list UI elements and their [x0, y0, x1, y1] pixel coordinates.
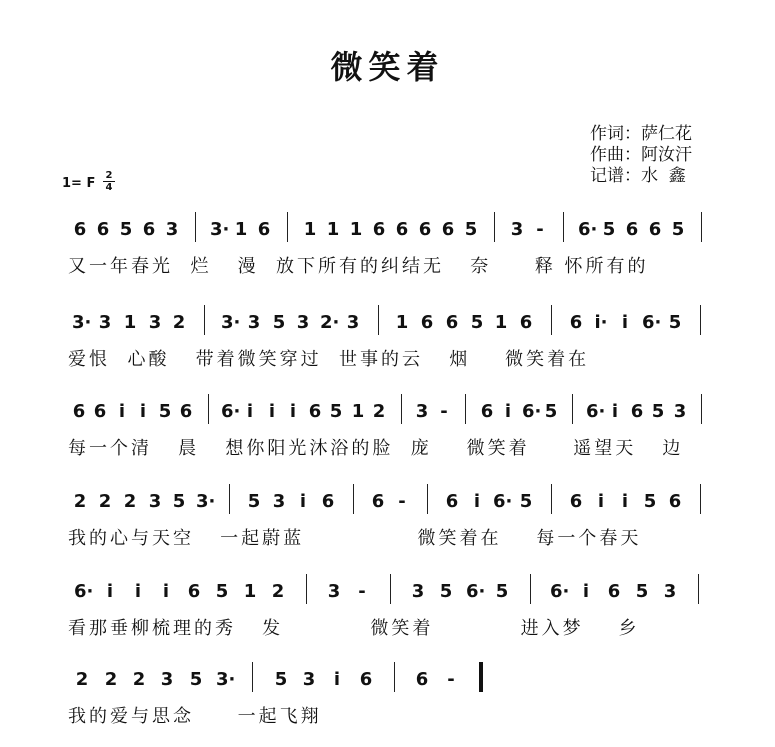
notes-row-4	[0, 484, 775, 518]
barline	[394, 662, 395, 692]
barline	[427, 484, 428, 514]
note: 6	[96, 219, 110, 240]
note: 3	[98, 312, 112, 333]
note: 3	[673, 401, 687, 422]
note: 6	[420, 312, 434, 333]
time-signature-numerator: 2	[103, 170, 115, 182]
note: 6	[395, 219, 409, 240]
note: 6	[445, 312, 459, 333]
sustain-dash: -	[447, 669, 455, 690]
note: 2	[123, 491, 137, 512]
note: 5	[329, 401, 343, 422]
note: 2	[104, 669, 118, 690]
notes-row-5	[0, 574, 775, 608]
notes-row-1	[0, 212, 775, 246]
note: 1	[243, 581, 257, 602]
barline	[306, 574, 307, 604]
note: 3	[160, 669, 174, 690]
barline	[530, 574, 531, 604]
note: 3	[148, 491, 162, 512]
note: 6·	[522, 401, 542, 422]
barline	[701, 212, 702, 242]
note: 6	[625, 219, 639, 240]
note: 5	[119, 219, 133, 240]
note: i	[621, 491, 629, 512]
lyrics-row-1: 又一年春光 烂 漫 放下所有的纠结无 奈 释 怀所有的	[68, 256, 649, 277]
note: 6	[648, 219, 662, 240]
song-title: 微笑着	[330, 48, 445, 86]
barline	[378, 305, 379, 335]
note: 5	[189, 669, 203, 690]
note: 5	[274, 669, 288, 690]
note: 1	[395, 312, 409, 333]
barline	[401, 394, 402, 424]
notation-credit: 记谱：水 鑫	[590, 166, 686, 186]
barline	[353, 484, 354, 514]
note: i	[333, 669, 341, 690]
note: 6	[142, 219, 156, 240]
note: 6·	[586, 401, 606, 422]
note: 6	[321, 491, 335, 512]
note: 1	[234, 219, 248, 240]
note: 6	[371, 491, 385, 512]
lyrics-row-6: 我的爱与思念 一起飞翔	[68, 706, 322, 727]
credits-block	[590, 124, 692, 187]
note: 2	[172, 312, 186, 333]
note: i	[582, 581, 590, 602]
note: 5	[439, 581, 453, 602]
notes-row-3	[0, 394, 775, 428]
note: 5	[172, 491, 186, 512]
barline	[465, 394, 466, 424]
note: 6·	[578, 219, 598, 240]
lyrics-row-2: 爱恨 心酸 带着微笑穿过 世事的云 烟 微笑着在	[68, 349, 590, 370]
note: 5	[272, 312, 286, 333]
note: 6	[359, 669, 373, 690]
note: 3	[272, 491, 286, 512]
note: i	[139, 401, 147, 422]
note: 2	[271, 581, 285, 602]
note: 6	[445, 491, 459, 512]
sustain-dash: -	[440, 401, 448, 422]
barline	[252, 662, 253, 692]
note: 1	[494, 312, 508, 333]
note: 5	[247, 491, 261, 512]
note: 3	[327, 581, 341, 602]
note: 6·	[466, 581, 486, 602]
note: 2	[75, 669, 89, 690]
sustain-dash: -	[536, 219, 544, 240]
barline	[229, 484, 230, 514]
note: 5	[602, 219, 616, 240]
notes-row-2	[0, 305, 775, 339]
note: 3·	[221, 312, 241, 333]
note: i	[134, 581, 142, 602]
lyrics-row-5: 看那垂柳梳理的秀 发 微笑着 进入梦 乡	[68, 618, 640, 639]
note: 6·	[221, 401, 241, 422]
sustain-dash: -	[398, 491, 406, 512]
note: 3·	[216, 669, 236, 690]
barline	[208, 394, 209, 424]
note: i	[299, 491, 307, 512]
note: 5	[544, 401, 558, 422]
note: 6·	[493, 491, 513, 512]
barline	[204, 305, 205, 335]
note: i	[118, 401, 126, 422]
lyrics-row-4: 我的心与天空 一起蔚蓝 微笑着在 每一个春天	[68, 528, 642, 549]
note: 6	[569, 312, 583, 333]
note: 6	[441, 219, 455, 240]
note: 6	[73, 219, 87, 240]
lyrics-row-3: 每一个清 晨 想你阳光沐浴的脸 庞 微笑着 遥望天 边	[68, 438, 684, 459]
note: 5	[519, 491, 533, 512]
note: 3	[302, 669, 316, 690]
note: 5	[464, 219, 478, 240]
note: 6	[607, 581, 621, 602]
barline	[287, 212, 288, 242]
note: 5	[668, 312, 682, 333]
note: 3	[296, 312, 310, 333]
note: 5	[651, 401, 665, 422]
time-signature	[103, 170, 115, 193]
sustain-dash: -	[358, 581, 366, 602]
note: 3	[148, 312, 162, 333]
note: 6	[415, 669, 429, 690]
note: i	[162, 581, 170, 602]
note: 2	[132, 669, 146, 690]
end-barline	[479, 662, 483, 692]
note: 1	[349, 219, 363, 240]
note: 6	[257, 219, 271, 240]
barline	[195, 212, 196, 242]
note: 3·	[210, 219, 230, 240]
note: 6	[630, 401, 644, 422]
barline	[390, 574, 391, 604]
note: 6	[668, 491, 682, 512]
note: 6·	[642, 312, 662, 333]
note: 2	[98, 491, 112, 512]
lyricist-credit: 作词：萨仁花	[590, 124, 692, 144]
barline	[494, 212, 495, 242]
composer-credit: 作曲：阿汝汗	[590, 145, 692, 165]
note: 3	[247, 312, 261, 333]
note: 6	[519, 312, 533, 333]
note: 2·	[320, 312, 340, 333]
note: i	[597, 491, 605, 512]
note: 5	[671, 219, 685, 240]
note: 6	[179, 401, 193, 422]
note: 6	[72, 401, 86, 422]
note: i	[106, 581, 114, 602]
note: 6	[372, 219, 386, 240]
note: i·	[594, 312, 608, 333]
note: 5	[158, 401, 172, 422]
note: 5	[495, 581, 509, 602]
note: 5	[215, 581, 229, 602]
note: 2	[73, 491, 87, 512]
barline	[551, 305, 552, 335]
note: i	[611, 401, 619, 422]
note: 5	[635, 581, 649, 602]
note: 1	[326, 219, 340, 240]
time-signature-denominator: 4	[105, 182, 113, 193]
note: i	[621, 312, 629, 333]
note: i	[246, 401, 254, 422]
note: i	[504, 401, 512, 422]
note: 3	[415, 401, 429, 422]
note: 6	[308, 401, 322, 422]
note: 3·	[196, 491, 216, 512]
note: i	[473, 491, 481, 512]
barline	[701, 394, 702, 424]
note: 3	[510, 219, 524, 240]
note: i	[289, 401, 297, 422]
note: 3	[663, 581, 677, 602]
note: 3·	[72, 312, 92, 333]
note: 6	[480, 401, 494, 422]
barline	[698, 574, 699, 604]
barline	[700, 305, 701, 335]
note: 1	[303, 219, 317, 240]
note: 5	[470, 312, 484, 333]
note: 6	[93, 401, 107, 422]
note: 1	[351, 401, 365, 422]
note: 2	[372, 401, 386, 422]
key-signature: 1= F	[62, 176, 96, 191]
barline	[563, 212, 564, 242]
note: i	[268, 401, 276, 422]
note: 6	[187, 581, 201, 602]
barline	[551, 484, 552, 514]
note: 6·	[550, 581, 570, 602]
barline	[700, 484, 701, 514]
notes-row-6	[0, 662, 775, 696]
note: 6	[418, 219, 432, 240]
note: 3	[411, 581, 425, 602]
note: 1	[123, 312, 137, 333]
note: 6·	[74, 581, 94, 602]
note: 3	[165, 219, 179, 240]
note: 3	[346, 312, 360, 333]
note: 6	[569, 491, 583, 512]
barline	[572, 394, 573, 424]
note: 5	[643, 491, 657, 512]
